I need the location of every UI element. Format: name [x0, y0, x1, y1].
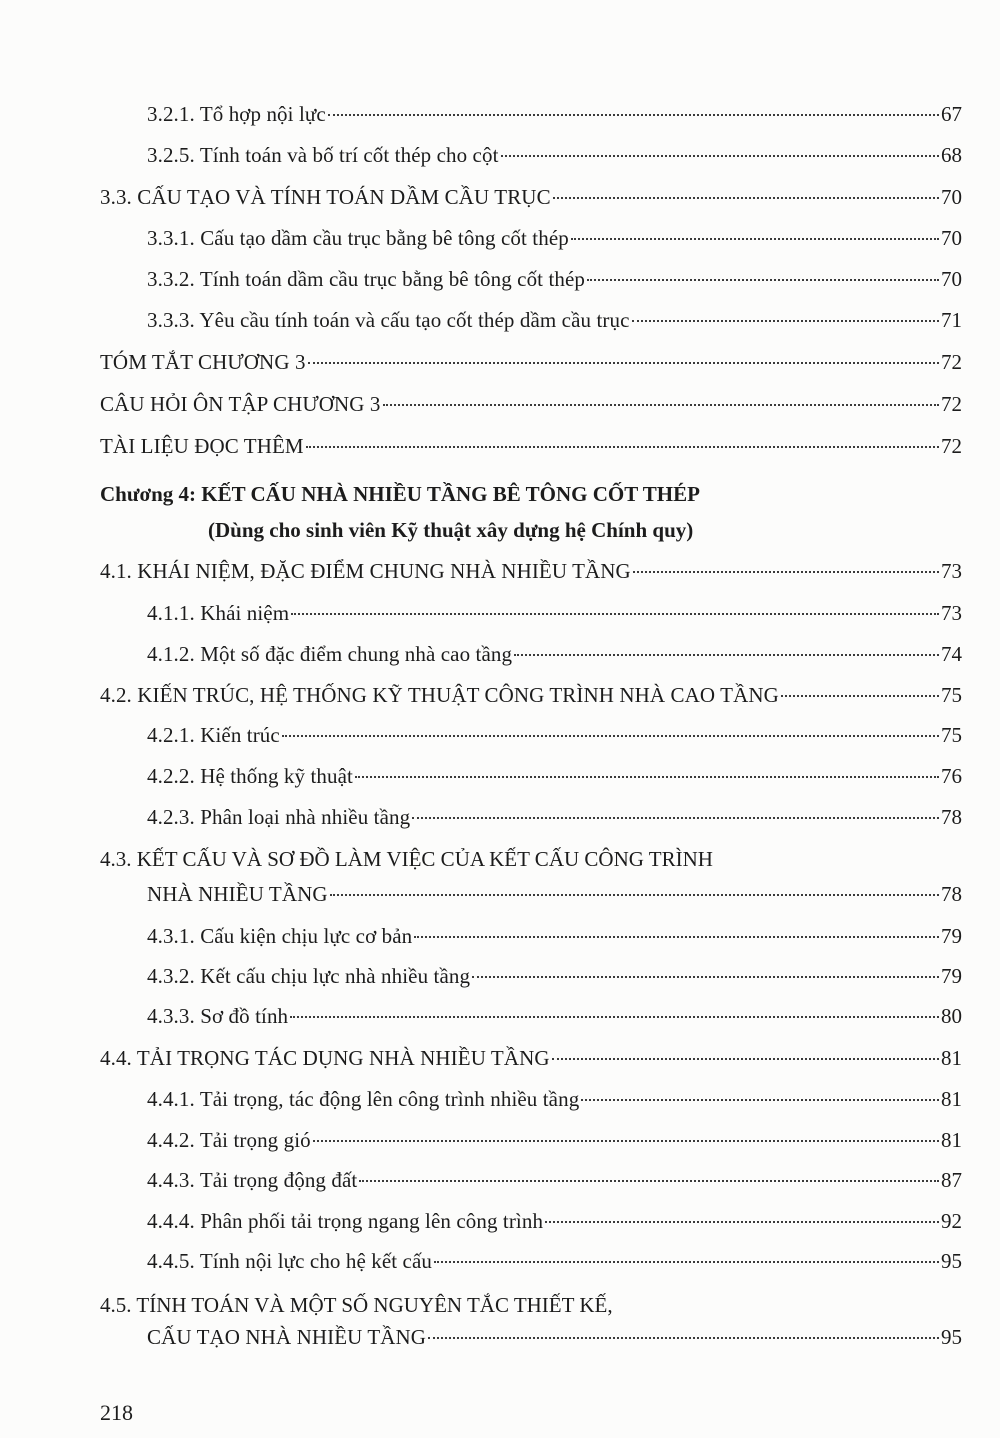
toc-entry-page: 67: [941, 102, 962, 126]
toc-entry-title-line1: 4.5. TÍNH TOÁN VÀ MỘT SỐ NGUYÊN TẮC THIẾT KẾ,: [100, 1293, 613, 1317]
toc-entry-page: 95: [941, 1325, 962, 1349]
toc-leader-dots: [359, 1180, 939, 1182]
toc-entry-page: 95: [941, 1249, 962, 1273]
toc-entry-title: 4.1.1. Khái niệm: [147, 601, 290, 625]
toc-entry-title: 3.3.1. Cấu tạo dầm cầu trục bằng bê tông cốt thép: [147, 226, 569, 250]
toc-entry-title: NHÀ NHIỀU TẦNG: [147, 882, 328, 906]
toc-entry: [147, 306, 962, 334]
toc-entry-title: 4.4.4. Phân phối tải trọng ngang lên công trình: [147, 1209, 544, 1233]
toc-entry: [147, 1126, 962, 1154]
toc-entry: [100, 681, 962, 709]
toc-entry-title: 4.3.3. Sơ đồ tính: [147, 1004, 289, 1028]
toc-entry-page: 79: [941, 924, 962, 948]
toc-leader-dots: [291, 613, 939, 615]
chapter-subtitle: (Dùng cho sinh viên Kỹ thuật xây dựng hệ Chính quy): [208, 518, 694, 542]
toc-entry-title: 4.1.2. Một số đặc điểm chung nhà cao tầng: [147, 642, 513, 666]
toc-entry-title: 4.4.2. Tải trọng gió: [147, 1128, 311, 1152]
toc-leader-dots: [330, 894, 939, 896]
toc-leader-dots: [355, 776, 939, 778]
toc-entry-page: 78: [941, 805, 962, 829]
toc-entry: [147, 1002, 962, 1030]
toc-entry-page: 72: [941, 392, 962, 416]
toc-entry: [100, 1044, 962, 1072]
toc-entry-title: TÓM TẮT CHƯƠNG 3: [100, 350, 306, 374]
toc-leader-dots: [282, 735, 939, 737]
toc-entry-page: 72: [941, 434, 962, 458]
toc-leader-dots: [472, 976, 939, 978]
toc-entry-page: 70: [941, 226, 962, 250]
toc-entry-page: 80: [941, 1004, 962, 1028]
toc-leader-dots: [545, 1221, 939, 1223]
toc-entry-page: 76: [941, 764, 962, 788]
toc-entry: [100, 557, 962, 585]
toc-entry-page: 92: [941, 1209, 962, 1233]
toc-leader-dots: [308, 362, 939, 364]
toc-entry-title: 4.4. TẢI TRỌNG TÁC DỤNG NHÀ NHIỀU TẦNG: [100, 1046, 550, 1070]
toc-leader-dots: [328, 114, 939, 116]
toc-entry-title: CÂU HỎI ÔN TẬP CHƯƠNG 3: [100, 392, 381, 416]
toc-leader-dots: [383, 404, 939, 406]
toc-entry: [147, 1166, 962, 1194]
toc-entry-page: 68: [941, 143, 962, 167]
toc-entry-title: 4.3.1. Cấu kiện chịu lực cơ bản: [147, 924, 413, 948]
toc-entry-title: CẤU TẠO NHÀ NHIỀU TẦNG: [147, 1325, 427, 1349]
toc-entry: [147, 1207, 962, 1235]
toc-entry: [100, 390, 962, 418]
toc-entry-page: 81: [941, 1128, 962, 1152]
toc-leader-dots: [781, 695, 939, 697]
toc-entry-page: 71: [941, 308, 962, 332]
toc-entry-title-line1: 4.3. KẾT CẤU VÀ SƠ ĐỒ LÀM VIỆC CỦA KẾT CẤU CÔNG TRÌNH: [100, 847, 713, 871]
toc-entry-page: 75: [941, 723, 962, 747]
toc-entry: [147, 880, 962, 908]
toc-entry-title: 3.3. CẤU TẠO VÀ TÍNH TOÁN DẦM CẦU TRỤC: [100, 185, 551, 209]
toc-entry-title: 3.3.3. Yêu cầu tính toán và cấu tạo cốt thép dầm cầu trục: [147, 308, 630, 332]
toc-leader-dots: [587, 279, 939, 281]
toc-leader-dots: [313, 1140, 939, 1142]
toc-entry-title: TÀI LIỆU ĐỌC THÊM: [100, 434, 304, 458]
toc-entry: [147, 640, 962, 668]
toc-entry-page: 70: [941, 267, 962, 291]
toc-entry: [147, 1247, 962, 1275]
toc-leader-dots: [632, 320, 940, 322]
toc-entry-title: 4.4.5. Tính nội lực cho hệ kết cấu: [147, 1249, 432, 1273]
toc-entry: [147, 962, 962, 990]
toc-entry-page: 72: [941, 350, 962, 374]
toc-entry: [100, 432, 962, 460]
toc-leader-dots: [633, 571, 939, 573]
toc-leader-dots: [514, 654, 939, 656]
toc-entry-page: 87: [941, 1168, 962, 1192]
toc-entry-title: 3.2.5. Tính toán và bố trí cốt thép cho cột: [147, 143, 499, 167]
toc-entry-title: 4.2.3. Phân loại nhà nhiều tầng: [147, 805, 411, 829]
toc-entry-title: 4.4.3. Tải trọng động đất: [147, 1168, 358, 1192]
toc-leader-dots: [501, 155, 939, 157]
toc-entry-title: 4.2.2. Hệ thống kỹ thuật: [147, 764, 353, 788]
toc-entry-page: 81: [941, 1087, 962, 1111]
toc-entry: [147, 141, 962, 169]
toc-entry-page: 74: [941, 642, 962, 666]
toc-entry-title: 3.2.1. Tổ hợp nội lực: [147, 102, 326, 126]
toc-leader-dots: [553, 197, 939, 199]
toc-entry-title: 4.4.1. Tải trọng, tác động lên công trình nhiều tầng: [147, 1087, 580, 1111]
toc-entry: [100, 348, 962, 376]
toc-entry: [147, 762, 962, 790]
toc-leader-dots: [428, 1337, 939, 1339]
toc-leader-dots: [290, 1016, 939, 1018]
toc-entry-page: 75: [941, 683, 962, 707]
toc-entry: [147, 599, 962, 627]
toc-entry-page: 81: [941, 1046, 962, 1070]
toc-entry-page: 78: [941, 882, 962, 906]
toc-leader-dots: [412, 817, 939, 819]
toc-entry-page: 70: [941, 185, 962, 209]
toc-entry-title: 4.1. KHÁI NIỆM, ĐẶC ĐIỂM CHUNG NHÀ NHIỀU TẦNG: [100, 559, 631, 583]
toc-entry: [147, 922, 962, 950]
toc-entry-page: 79: [941, 964, 962, 988]
toc-leader-dots: [581, 1099, 939, 1101]
toc-entry: [147, 1085, 962, 1113]
toc-leader-dots: [414, 936, 939, 938]
toc-leader-dots: [571, 238, 939, 240]
toc-leader-dots: [306, 446, 939, 448]
toc-entry-page: 73: [941, 559, 962, 583]
toc-entry-title: 4.3.2. Kết cấu chịu lực nhà nhiều tầng: [147, 964, 471, 988]
toc-entry-title: 4.2.1. Kiến trúc: [147, 723, 280, 747]
toc-entry: [147, 100, 962, 128]
toc-entry: [147, 1323, 962, 1351]
toc-entry: [147, 224, 962, 252]
toc-leader-dots: [434, 1261, 939, 1263]
toc-entry: [100, 183, 962, 211]
toc-entry-title: 3.3.2. Tính toán dầm cầu trục bằng bê tông cốt thép: [147, 267, 586, 291]
toc-entry: [147, 803, 962, 831]
page-number: 218: [100, 1400, 133, 1425]
chapter-title: Chương 4: KẾT CẤU NHÀ NHIỀU TẦNG BÊ TÔNG CỐT THÉP: [100, 482, 700, 506]
toc-entry: [147, 721, 962, 749]
toc-leader-dots: [552, 1058, 939, 1060]
toc-entry-title: 4.2. KIẾN TRÚC, HỆ THỐNG KỸ THUẬT CÔNG TRÌNH NHÀ CAO TẦNG: [100, 683, 779, 707]
toc-entry-page: 73: [941, 601, 962, 625]
toc-entry: [147, 265, 962, 293]
